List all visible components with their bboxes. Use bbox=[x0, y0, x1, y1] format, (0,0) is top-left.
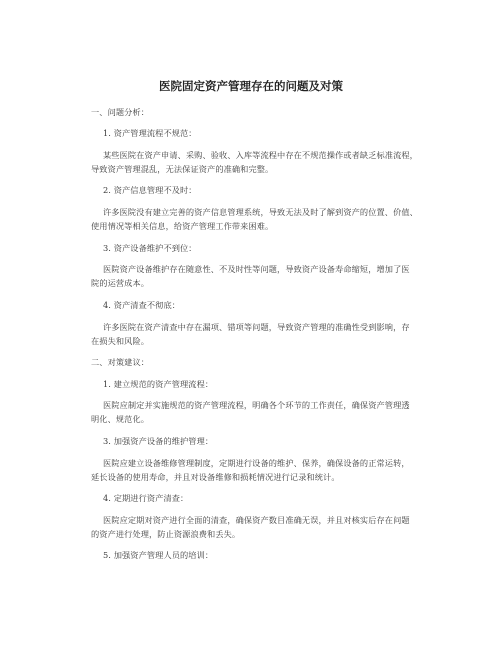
paragraph-line: 使用情况等相关信息，给资产管理工作带来困难。 bbox=[91, 221, 274, 231]
paragraph-line: 的资产进行处理，防止资源浪费和丢失。 bbox=[91, 529, 241, 539]
paragraph-line: 延长设备的使用寿命，并且对设备维修和损耗情况进行记录和统计。 bbox=[91, 472, 340, 482]
item-heading: 2. 资产信息管理不及时： bbox=[103, 185, 197, 195]
item-heading: 4. 定期进行资产清查： bbox=[103, 493, 189, 503]
item-heading: 1. 建立规范的资产管理流程： bbox=[103, 379, 214, 389]
paragraph-line: 许多医院在资产清查中存在漏项、错项等问题，导致资产管理的准确性受到影响，存 bbox=[103, 322, 410, 332]
document-title: 医院固定资产管理存在的问题及对策 bbox=[159, 79, 343, 93]
paragraph-line: 许多医院没有建立完善的资产信息管理系统，导致无法及时了解到资产的位置、价值、 bbox=[103, 207, 418, 217]
section-heading-suggestions: 二、对策建议： bbox=[91, 357, 150, 367]
paragraph-line: 医院应建立设备维修管理制度，定期进行设备的维护、保养，确保设备的正常运转， bbox=[103, 458, 410, 468]
section-heading-analysis: 一、问题分析： bbox=[91, 107, 150, 117]
item-heading: 4. 资产清查不彻底： bbox=[103, 300, 181, 310]
paragraph-line: 某些医院在资产申请、采购、验收、入库等流程中存在不规范操作或者缺乏标准流程， bbox=[103, 150, 418, 160]
paragraph-line: 明化、规范化。 bbox=[91, 414, 150, 424]
paragraph-line: 医院应制定并实施规范的资产管理流程，明确各个环节的工作责任，确保资产管理透 bbox=[103, 400, 410, 410]
paragraph-line: 导致资产管理混乱，无法保证资产的准确和完整。 bbox=[91, 164, 274, 174]
paragraph-line: 医院资产设备维护存在随意性、不及时性等问题，导致资产设备寿命缩短，增加了医 bbox=[103, 264, 410, 274]
paragraph-line: 医院应定期对资产进行全面的清查，确保资产数目准确无误，并且对核实后存在问题 bbox=[103, 515, 410, 525]
item-heading: 3. 资产设备维护不到位： bbox=[103, 243, 197, 253]
paragraph-line: 在损失和风险。 bbox=[91, 336, 150, 346]
item-heading: 5. 加强资产管理人员的培训： bbox=[103, 550, 214, 560]
item-heading: 1. 资产管理流程不规范： bbox=[103, 128, 197, 138]
paragraph-line: 院的运营成本。 bbox=[91, 278, 150, 288]
item-heading: 3. 加强资产设备的维护管理： bbox=[103, 436, 214, 446]
